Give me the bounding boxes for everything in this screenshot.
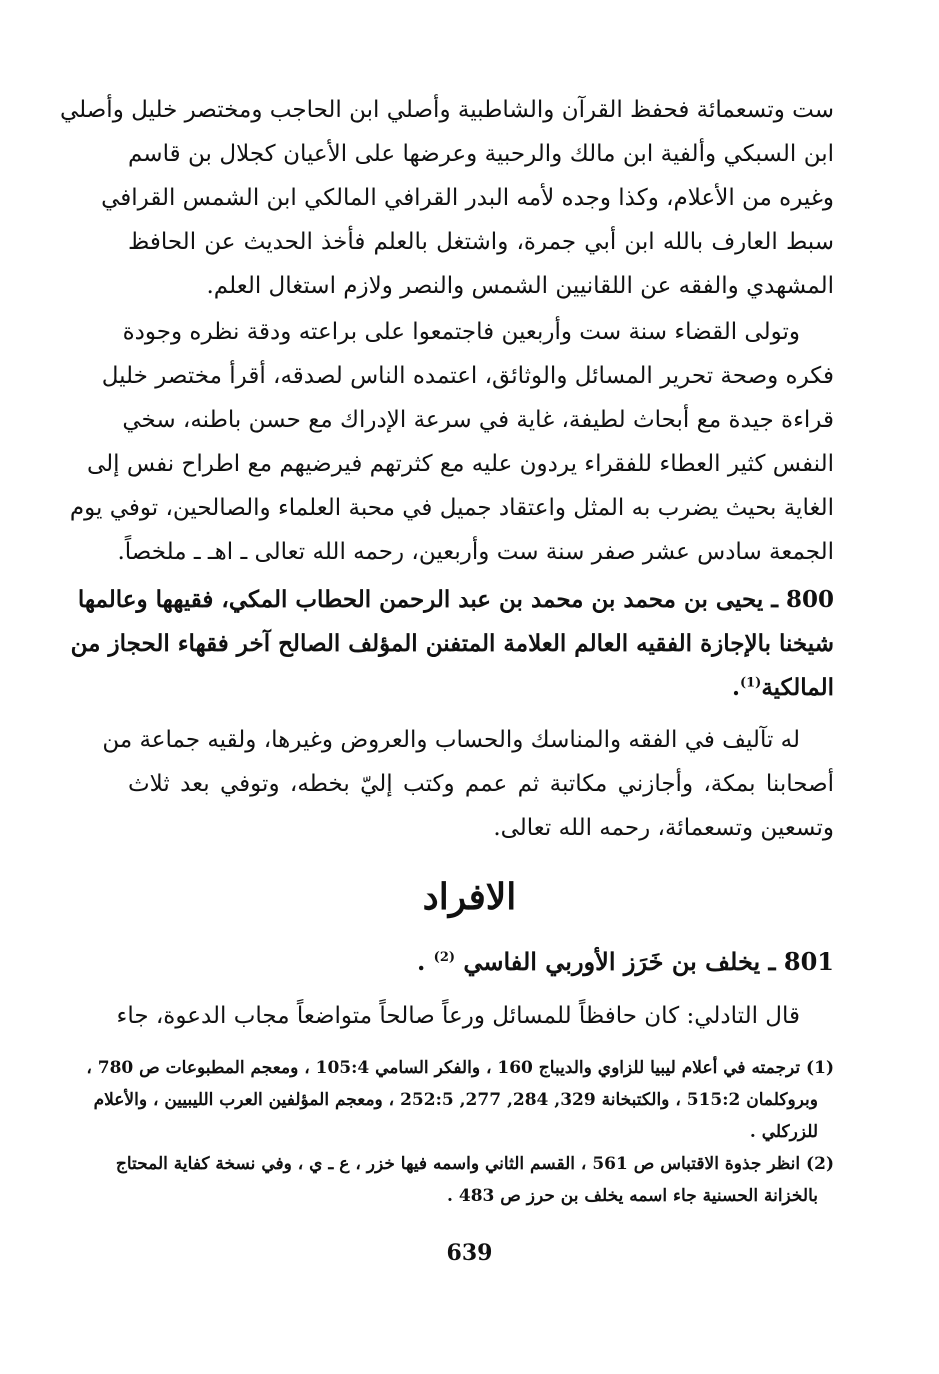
- text-line: قال التادلي: كان حافظاً للمسائل ورعاً صالحاً متواضعاً مجاب الدعوة، جاء: [116, 1003, 800, 1029]
- entry-800-end: .: [731, 674, 740, 701]
- entry-801-text: 801 ـ يخلف بن خَرَز الأوربي الفاسي: [463, 947, 834, 976]
- footnotes: [86, 1052, 834, 1212]
- text-line: وتولى القضاء سنة ست وأربعين فاجتمعوا على براعته ودقة نظره وجودة: [122, 319, 800, 345]
- text-line: النفس كثير العطاء للفقراء يردون عليه مع كثرتهم فيرضيهم مع اطراح نفس إلى: [86, 451, 834, 477]
- text-line: الغاية بحيث يضرب به المثل واعتقاد جميل في محبة العلماء والصالحين، توفي يوم: [69, 495, 834, 521]
- entry-801-end: .: [416, 947, 426, 976]
- text-line: فكره وصحة تحرير المسائل والوثائق، اعتمده الناس لصدقه، أقرأ مختصر خليل: [101, 363, 834, 389]
- entry-801: [128, 940, 834, 984]
- text-line: ست وتسعمائة فحفظ القرآن والشاطبية وأصلي ابن الحاجب ومختصر خليل وأصلي: [59, 97, 834, 123]
- footnote-1-line: وبروكلمان 515:2 ، والكتبخانة 329, 284, 277, 252:5 ، ومعجم المؤلفين العرب الليبيين ، والأعلام: [93, 1090, 818, 1110]
- text-line: الجمعة سادس عشر صفر سنة ست وأربعين، رحمه الله تعالى ـ اهـ ـ ملخصاً.: [117, 539, 834, 565]
- paragraph-1: [59, 88, 834, 308]
- entry-800-line: 800 ـ يحيى بن محمد بن محمد بن عبد الرحمن الحطاب المكي، فقيهها وعالمها: [77, 586, 834, 613]
- entry-801-title: [128, 940, 834, 984]
- page-number: 639: [446, 1240, 493, 1266]
- text-line: قراءة جيدة مع أبحاث لطيفة، غاية في سرعة الإدراك مع حسن باطنه، سخي: [122, 407, 834, 433]
- section-heading: الافراد: [422, 876, 517, 918]
- paragraph-4: [102, 718, 834, 850]
- text-line: أصحابنا بمكة، وأجازني مكاتبة ثم عمم وكتب إليّ بخطه، وتوفي بعد ثلاث: [128, 771, 834, 797]
- entry-800: [70, 578, 834, 710]
- text-line: وغيره من الأعلام، وكذا وجده لأمه البدر القرافي المالكي ابن الشمس القرافي: [101, 185, 834, 211]
- footnote-1-line: (1) ترجمته في أعلام ليبيا للزاوي والديباج 160 ، والفكر السامي 105:4 ، ومعجم المطبوعات ص 780 ،: [86, 1058, 834, 1078]
- text-line: وتسعين وتسعمائة، رحمه الله تعالى.: [493, 815, 834, 841]
- text-line: له تآليف في الفقه والمناسك والحساب والعروض وغيرها، ولقيه جماعة من: [102, 727, 800, 753]
- entry-800-line: [128, 666, 834, 710]
- paragraph-5: [116, 994, 834, 1038]
- text-line: ابن السبكي وألفية ابن مالك والرحبية وعرضها على الأعيان كجلال بن قاسم: [128, 141, 834, 167]
- footnote-1-line: للزركلي .: [749, 1122, 818, 1142]
- footnote-2-line: (2) انظر جذوة الاقتباس ص 561 ، القسم الثاني واسمه فيها خزر ، ع ـ ي ، وفي نسخة كفاية المحتاج: [115, 1154, 834, 1174]
- footnote-2-line: بالخزانة الحسنية جاء اسمه يخلف بن حرز ص 483 .: [447, 1186, 818, 1206]
- text-line: المشهدي والفقه عن اللقانيين الشمس والنصر ولازم استغال العلم.: [206, 273, 834, 299]
- entry-800-word: المالكية: [761, 674, 834, 701]
- footnote-ref-2: (2): [433, 950, 456, 965]
- text-line: سبط العارف بالله ابن أبي جمرة، واشتغل بالعلم فأخذ الحديث عن الحافظ: [128, 229, 834, 255]
- paragraph-2: [69, 310, 834, 574]
- footnote-ref-1: (1): [739, 675, 762, 691]
- entry-800-line: شيخنا بالإجازة الفقيه العالم العلامة المتفنن المؤلف الصالح آخر فقهاء الحجاز من: [70, 630, 834, 657]
